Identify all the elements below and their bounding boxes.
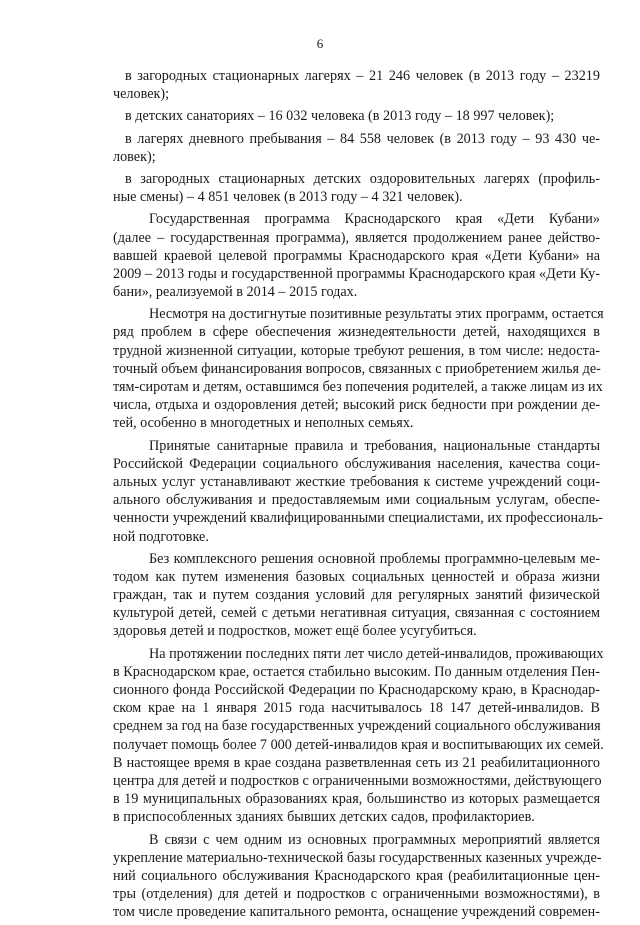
text-line: граждан, так и путем создания условий для регулярных занятий физической xyxy=(113,587,600,604)
text-line: тры (отделения) для детей и подростков с ограниченными возможностями), в xyxy=(113,886,600,903)
text-line: среднем за год на базе государственных учреждений социального обслуживания xyxy=(113,718,601,735)
text-line: в загородных стационарных детских оздоровительных лагерях (профиль- xyxy=(125,170,600,187)
text-line: тей, особенно в многодетных и неполных семьях. xyxy=(113,415,414,432)
text-line: альных услуг устанавливают жесткие требования к системе учреждений соци- xyxy=(113,473,600,490)
paragraph xyxy=(113,550,600,641)
text-line: тодом как путем изменения базовых социальных ценностей и образа жизни xyxy=(113,568,600,585)
paragraph xyxy=(113,437,603,546)
text-line: человек); xyxy=(113,86,170,103)
text-line: Без комплексного решения основной проблемы программно-целевым ме- xyxy=(149,550,600,567)
paragraph xyxy=(113,305,604,432)
text-line: бани», реализуемой в 2014 – 2015 годах. xyxy=(113,284,358,301)
paragraph xyxy=(113,130,600,166)
text-line: ченности учреждений квалифицированными специалистами, их профессиональ- xyxy=(113,510,603,527)
text-line: ряд проблем в сфере обеспечения жизнедеятельности детей, находящихся в xyxy=(113,324,600,341)
text-line: в детских санаториях – 16 032 человека (в 2013 году – 18 997 человек); xyxy=(125,108,555,125)
text-line: в лагерях дневного пребывания – 84 558 человек (в 2013 году – 93 430 че- xyxy=(125,130,600,147)
text-line: В настоящее время в крае создана разветвленная сеть из 21 реабилитационного xyxy=(113,754,600,771)
text-line: том числе проведение капитального ремонта, оснащение учреждений современ- xyxy=(113,904,600,921)
text-line: в Краснодарском крае, остается стабильно высоким. По данным отделения Пен- xyxy=(113,663,600,680)
text-line: ний социального обслуживания Краснодарского края (реабилитационные цен- xyxy=(113,867,600,884)
text-line: вавшей краевой целевой программы Краснодарского края «Дети Кубани» на xyxy=(113,247,600,264)
text-line: получает помощь более 7 000 детей-инвалидов края и воспитывающих их семей. xyxy=(113,736,604,753)
text-line: Российской Федерации социального обслуживания населения, качества соци- xyxy=(113,455,600,472)
text-line: здоровья детей и подростков, может ещё более усугубиться. xyxy=(113,623,477,640)
text-line: ной подготовке. xyxy=(113,528,209,545)
paragraph xyxy=(113,831,600,922)
text-line: сионного фонда Российской Федерации по Краснодарскому краю, в Краснодар- xyxy=(113,682,600,698)
text-line: ального обслуживания и предоставляемым ими социальным услугам, обеспе- xyxy=(113,492,600,509)
text-line: (далее – государственная программа), является продолжением ранее действо- xyxy=(113,229,600,246)
text-line: трудной жизненной ситуации, которые требуют решения, в том числе: недоста- xyxy=(113,342,600,359)
document-body xyxy=(113,67,604,925)
text-line: Государственная программа Краснодарского края «Дети Кубани» xyxy=(149,211,600,228)
paragraph xyxy=(113,645,604,827)
text-line: ные смены) – 4 851 человек (в 2013 году – 4 321 человек). xyxy=(113,189,463,206)
text-line: Принятые санитарные правила и требования, национальные стандарты xyxy=(149,437,600,454)
text-line: числа, отдыха и оздоровления детей; высокий риск бедности при рождении де- xyxy=(113,397,600,414)
text-line: в приспособленных зданиях бывших детских садов, профилакториев. xyxy=(113,809,535,826)
text-line: культурой детей, семей с детьми негативная ситуация, связанная с состоянием xyxy=(113,605,600,622)
paragraph xyxy=(113,107,600,125)
paragraph xyxy=(113,210,600,301)
text-line: Несмотря на достигнутые позитивные результаты этих программ, остается xyxy=(149,306,604,323)
text-line: центра для детей и подростков с ограниченными возможностями, действующего xyxy=(113,772,602,789)
text-line: На протяжении последних пяти лет число детей-инвалидов, проживающих xyxy=(149,645,604,662)
text-line: точный объем финансирования вопросов, связанных с приобретением жилья де- xyxy=(113,360,601,377)
text-line: 2009 – 2013 годы и государственной программы Краснодарского края «Дети Ку- xyxy=(113,265,600,282)
paragraph xyxy=(113,67,600,103)
text-line: в 19 муниципальных образованиях края, большинство из которых размещается xyxy=(113,791,600,808)
text-line: В связи с чем одним из основных программных мероприятий является xyxy=(149,831,600,848)
text-line: ловек); xyxy=(113,148,156,165)
text-line: ском крае на 1 января 2015 года насчитывалось 18 147 детей-инвалидов. В xyxy=(113,700,600,717)
text-line: в загородных стационарных лагерях – 21 246 человек (в 2013 году – 23219 xyxy=(125,68,600,84)
text-line: укрепление материально-технической базы государственных казенных учрежде- xyxy=(113,849,602,866)
text-line: тям-сиротам и детям, оставшимся без попечения родителей, а также лицам из их xyxy=(113,379,603,395)
paragraph xyxy=(113,170,600,206)
page-number: 6 xyxy=(316,36,324,51)
